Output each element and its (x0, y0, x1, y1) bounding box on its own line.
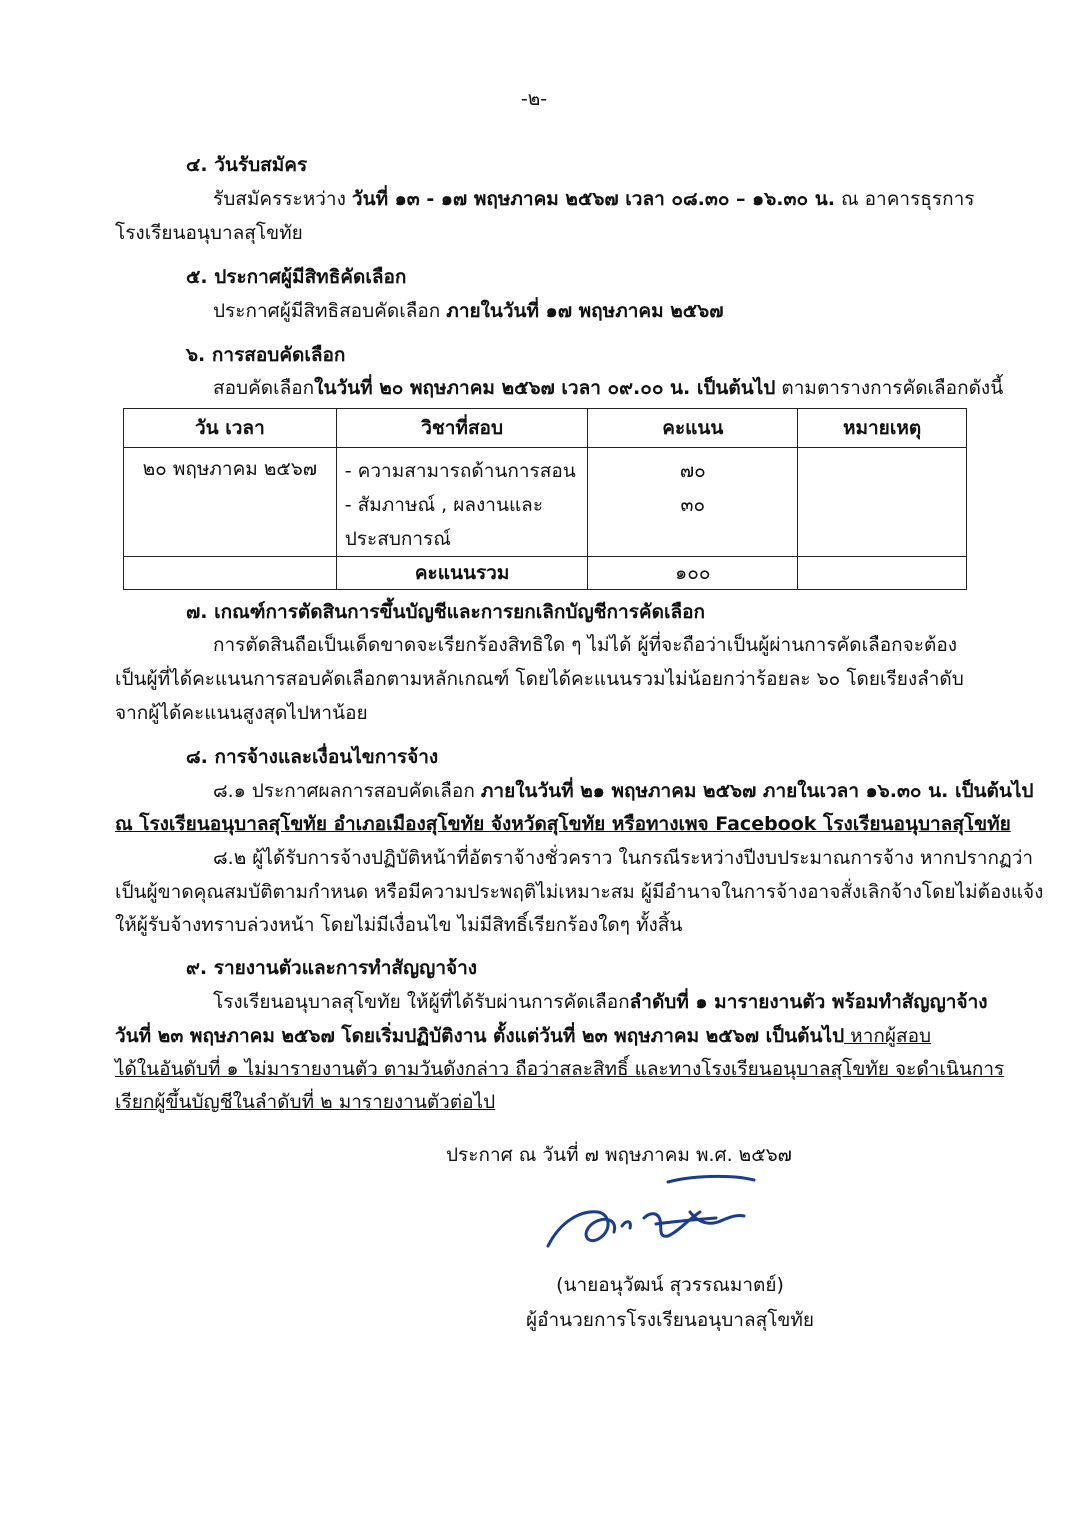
cell-total-empty (124, 557, 337, 590)
table-total-row (124, 557, 967, 590)
cell-total-label: คะแนนรวม (336, 557, 588, 590)
section-8-heading: ๘. การจ้างและเงื่อนไขการจ้าง (186, 746, 439, 768)
section-9-line-4: เรียกผู้ขึ้นบัญชีในลำดับที่ ๒ มารายงานตัวต่อไป (115, 1091, 496, 1113)
section-7-line-1: การตัดสินถือเป็นเด็ดขาดจะเรียกร้องสิทธิใด ๆ ไม่ได้ ผู้ที่จะถือว่าเป็นผู้ผ่านการคัดเลือกจะต้อง (213, 634, 958, 656)
s8-1-text-bold: ภายในวันที่ ๒๑ พฤษภาคม ๒๕๖๗ ภายในเวลา ๑๖.๓๐ น. เป็นต้นไป (480, 780, 1034, 802)
signature-image (540, 1172, 760, 1262)
section-8-2-line-3: ให้ผู้รับจ้างทราบล่วงหน้า โดยไม่มีเงื่อนไข ไม่มีสิทธิ์เรียกร้องใดๆ ทั้งสิ้น (115, 914, 683, 936)
s5-text-bold: ภายในวันที่ ๑๗ พฤษภาคม ๒๕๖๗ (446, 300, 724, 322)
header-score: คะแนน (588, 409, 798, 448)
section-9-line-3: ได้ในอันดับที่ ๑ ไม่มารายงานตัว ตามวันดังกล่าว ถือว่าสละสิทธิ์ และทางโรงเรียนอนุบาลสุโขทัย จะดำเนินการ (115, 1058, 1005, 1080)
section-7-line-3: จากผู้ได้คะแนนสูงสุดไปหาน้อย (115, 702, 368, 724)
section-4-heading: ๔. วันรับสมัคร (186, 154, 308, 176)
section-5-heading: ๕. ประกาศผู้มีสิทธิคัดเลือก (186, 266, 407, 288)
s6-text-c: ตามตารางการคัดเลือกดังนี้ (775, 377, 1004, 399)
score-1: ๗๐ (679, 460, 706, 482)
score-2: ๓๐ (680, 494, 706, 516)
cell-total-value: ๑๐๐ (588, 557, 798, 590)
s9-text-bold: ลำดับที่ ๑ มารายงานตัว พร้อมทำสัญญาจ้าง (629, 991, 988, 1013)
s9-text-a: โรงเรียนอนุบาลสุโขทัย ให้ผู้ที่ได้รับผ่านการคัดเลือก (213, 991, 630, 1013)
s9-text-underline: หากผู้สอบ (844, 1025, 932, 1047)
section-4-line-2: โรงเรียนอนุบาลสุโขทัย (115, 222, 303, 244)
table-header-row (124, 409, 967, 448)
s6-text-a: สอบคัดเลือก (213, 377, 315, 399)
section-6-heading: ๖. การสอบคัดเลือก (186, 344, 346, 366)
section-9-line-1 (115, 987, 988, 1017)
s6-text-bold: ในวันที่ ๒๐ พฤษภาคม ๒๕๖๗ เวลา ๐๙.๐๐ น. เป็นต้นไป (314, 377, 776, 399)
s4-text-bold: วันที่ ๑๓ - ๑๗ พฤษภาคม ๒๕๖๗ เวลา ๐๘.๓๐ – ๑๖.๓๐ น. (351, 188, 835, 210)
announce-date: ประกาศ ณ วันที่ ๗ พฤษภาคม พ.ศ. ๒๕๖๗ (446, 1144, 792, 1166)
section-8-1-line-2: ณ โรงเรียนอนุบาลสุโขทัย อำเภอเมืองสุโขทัย จังหวัดสุโขทัย หรือทางเพจ Facebook โรงเรียนอนุบาลสุโขทัย (115, 813, 1011, 835)
section-8-2-line-2: เป็นผู้ขาดคุณสมบัติตามกำหนด หรือมีความประพฤติไม่เหมาะสม ผู้มีอำนาจในการจ้างอาจสั่งเลิกจ้างโดยไม่ต้องแจ้ง (115, 881, 1044, 903)
cell-date: ๒๐ พฤษภาคม ๒๕๖๗ (124, 448, 337, 557)
header-remark: หมายเหตุ (798, 409, 967, 448)
exam-schedule-table (123, 408, 967, 590)
section-9-line-2 (115, 1021, 953, 1051)
section-5-line-1 (115, 296, 953, 326)
s9-text-bold-2: วันที่ ๒๓ พฤษภาคม ๒๕๖๗ โดยเริ่มปฏิบัติงาน ตั้งแต่วันที่ ๒๓ พฤษภาคม ๒๕๖๗ เป็นต้นไป (115, 1025, 845, 1047)
section-7-heading: ๗. เกณฑ์การตัดสินการขึ้นบัญชีและการยกเลิกบัญชีการคัดเลือก (186, 601, 706, 623)
cell-total-remark (798, 557, 967, 590)
signature-icon (540, 1172, 760, 1262)
s4-text-a: รับสมัครระหว่าง (213, 188, 352, 210)
signer-name: (นายอนุวัฒน์ สุวรรณมาตย์) (556, 1274, 784, 1296)
cell-subjects (336, 448, 588, 557)
section-8-1-line-1 (115, 776, 1034, 806)
section-7-line-2: เป็นผู้ที่ได้คะแนนการสอบคัดเลือกตามหลักเกณฑ์ โดยได้คะแนนรวมไม่น้อยกว่าร้อยละ ๖๐ โดยเรียงลำดับ (115, 668, 964, 690)
s4-text-c: ณ อาคารธุรการ (834, 188, 975, 210)
subject-2a: - สัมภาษณ์ , ผลงานและ (344, 494, 544, 516)
table-row (124, 448, 967, 557)
section-4-line-1 (115, 184, 975, 214)
signer-title: ผู้อำนวยการโรงเรียนอนุบาลสุโขทัย (525, 1309, 815, 1331)
s5-text-a: ประกาศผู้มีสิทธิสอบคัดเลือก (213, 300, 447, 322)
subject-1: - ความสามารถด้านการสอน (344, 460, 576, 482)
page-number: -๒- (520, 88, 548, 110)
section-8-2-line-1: ๘.๒ ผู้ได้รับการจ้างปฏิบัติหน้าที่อัตราจ้างชั่วคราว ในกรณีระหว่างปีงบประมาณการจ้าง หากปรากฏว่า (213, 847, 1034, 869)
cell-remark (798, 448, 967, 557)
subject-2b: ประสบการณ์ (344, 528, 451, 550)
cell-scores (588, 448, 798, 557)
s8-1-text-a: ๘.๑ ประกาศผลการสอบคัดเลือก (213, 780, 481, 802)
header-subject: วิชาที่สอบ (336, 409, 588, 448)
section-9-heading: ๙. รายงานตัวและการทำสัญญาจ้าง (186, 957, 478, 979)
section-6-line-1 (115, 373, 1004, 403)
header-date: วัน เวลา (124, 409, 337, 448)
